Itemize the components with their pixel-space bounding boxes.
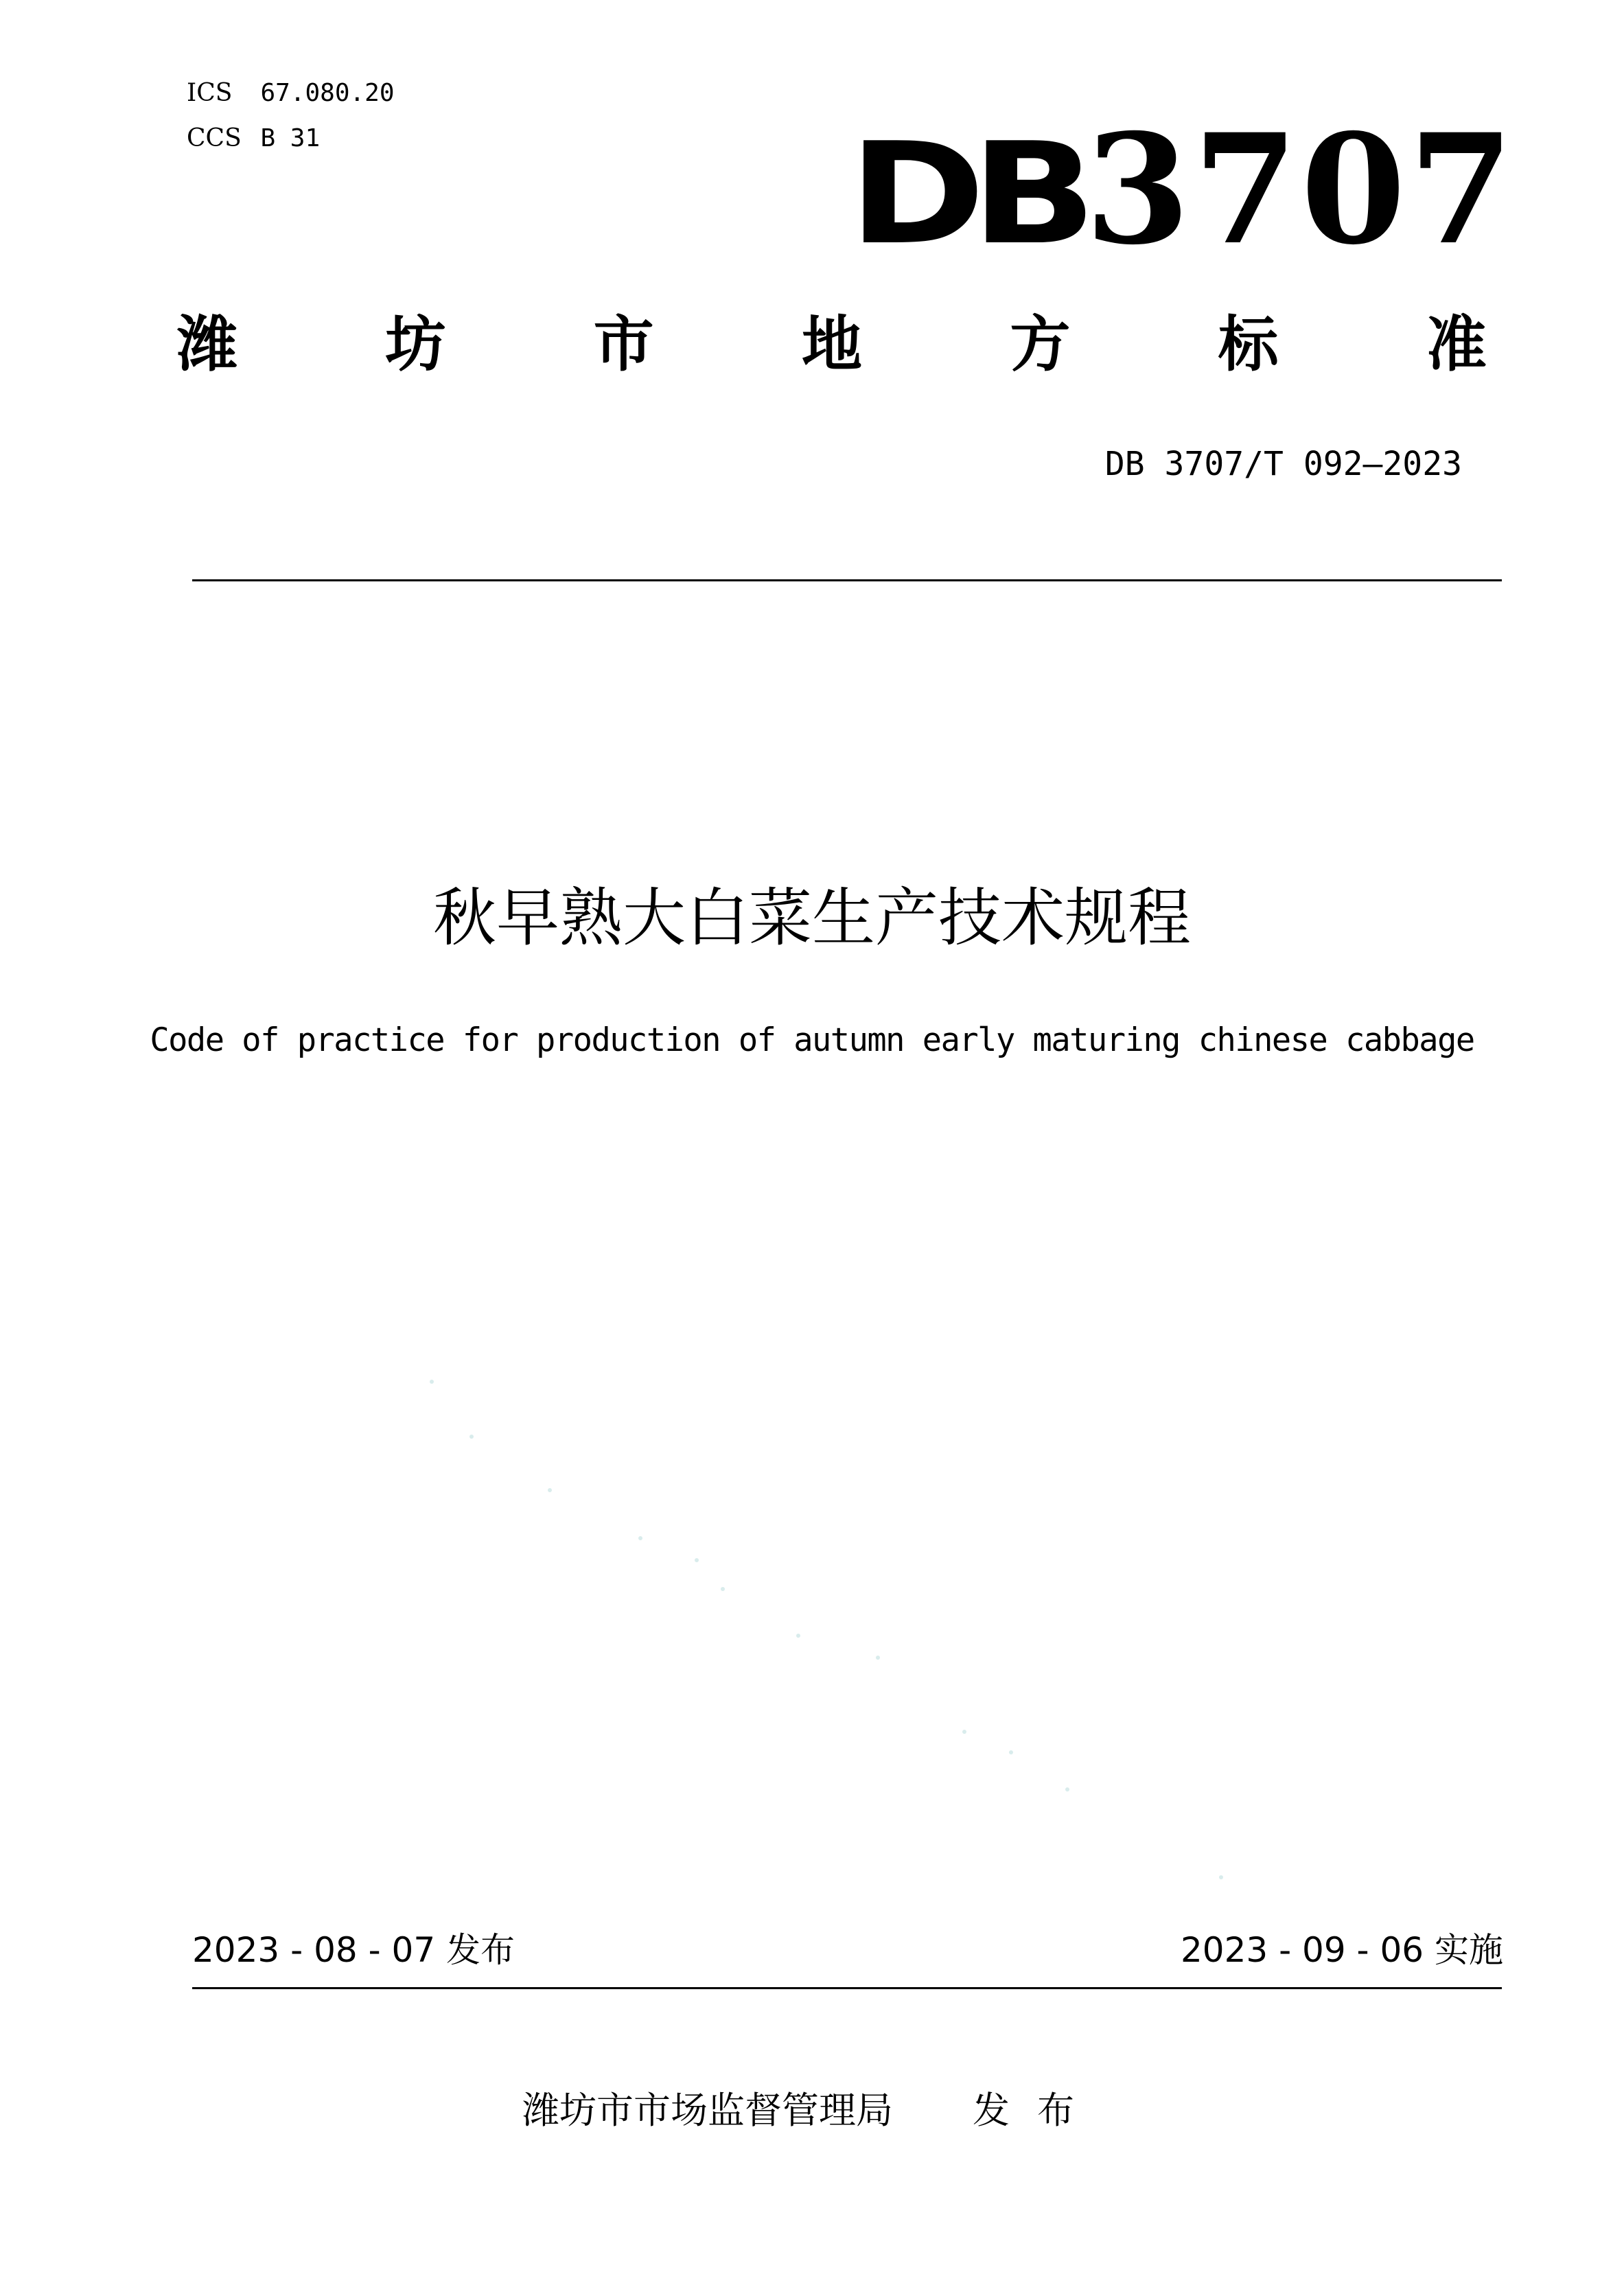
release-date: 2023 - 08 - 07 发布 (192, 1930, 515, 1970)
footer-divider (192, 1987, 1502, 1989)
ccs-label: CCS (187, 124, 242, 152)
document-title-english: Code of practice for production of autumn early maturing chinese cabbage (150, 1021, 1474, 1059)
ccs-row (187, 126, 320, 151)
db-standard-mark (848, 100, 1517, 278)
issuer-action: 发布 (973, 2089, 1102, 2132)
header-divider (192, 579, 1502, 581)
ccs-value: B 31 (260, 124, 321, 152)
standard-type-heading (177, 309, 1487, 380)
ics-value: 67.080.20 (260, 79, 395, 107)
document-title-chinese: 秋早熟大白菜生产技术规程 (432, 881, 1191, 955)
ics-row (187, 81, 395, 106)
implementation-date: 2023 - 09 - 06 实施 (1180, 1930, 1503, 1970)
issuing-authority (0, 2089, 1624, 2132)
standard-type-char: 标 (1218, 309, 1279, 380)
standard-type-char: 坊 (385, 309, 446, 380)
standard-type-char: 市 (593, 309, 654, 380)
standard-type-char: 准 (1426, 309, 1487, 380)
db-mark-number: 3707 (1084, 100, 1517, 278)
issuer-organization: 潍坊市市场监督管理局 (522, 2089, 893, 2132)
ics-label: ICS (187, 79, 233, 107)
standard-type-char: 地 (801, 309, 862, 380)
db-mark-letters: DB (848, 113, 1082, 276)
standard-type-char: 潍 (177, 309, 238, 380)
standard-number: DB 3707/T 092—2023 (1104, 445, 1462, 483)
standard-type-char: 方 (1010, 309, 1071, 380)
